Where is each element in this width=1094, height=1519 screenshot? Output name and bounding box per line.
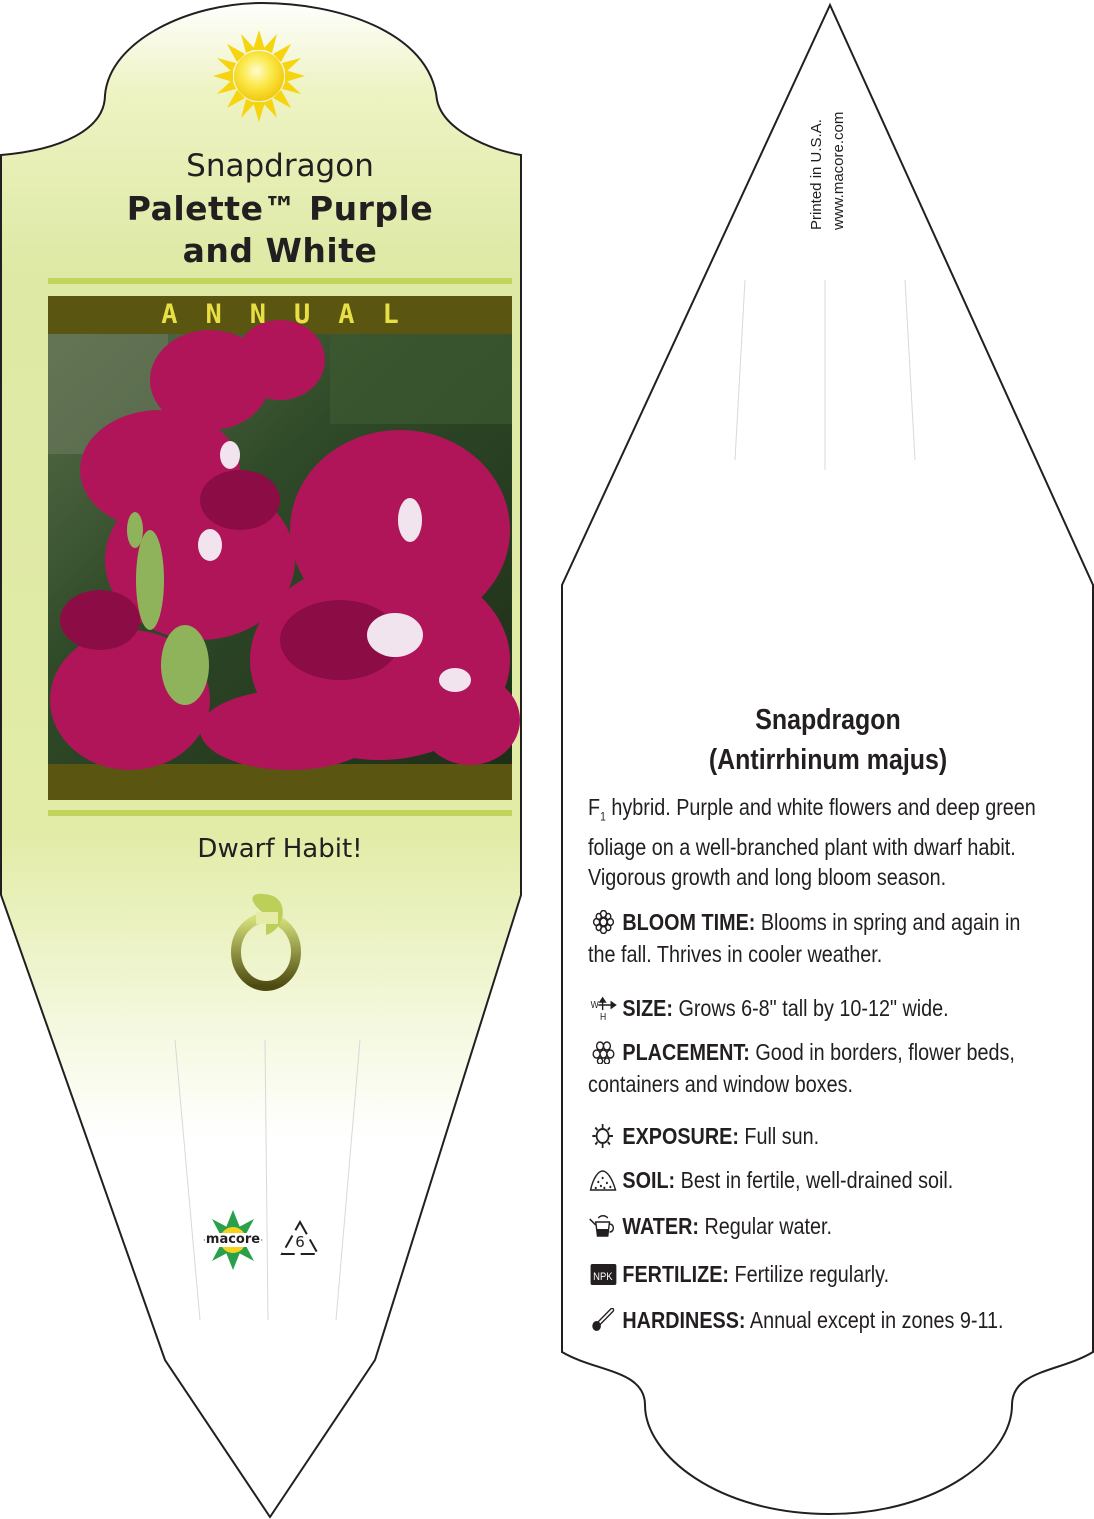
- printed-in: Printed in U.S.A.: [808, 119, 825, 230]
- tagline-rule: [48, 810, 512, 816]
- attr-hardiness: HARDINESS: Annual except in zones 9-11.: [588, 1304, 1070, 1336]
- size-icon: [588, 996, 619, 1020]
- back-title-line-1: Snapdragon: [755, 704, 901, 736]
- svg-text:W: W: [590, 999, 599, 1011]
- website: www.macore.com: [830, 111, 847, 230]
- plant-type-label: ANNUAL: [161, 299, 427, 330]
- flower-icon: [588, 910, 619, 934]
- recycle-code: 6: [295, 1233, 305, 1251]
- attr-bloom-time: BLOOM TIME: Blooms in spring and again in the fall. Thrives in cooler weather.: [588, 909, 1021, 967]
- flower-photo: [48, 320, 520, 770]
- variety-line-1: Palette™ Purple: [126, 189, 434, 228]
- watering-can-icon: [588, 1214, 619, 1238]
- common-name: Snapdragon: [186, 148, 374, 184]
- desc-line-1: hybrid. Purple and white flowers and deep green: [605, 794, 1036, 820]
- svg-text:NPK: NPK: [593, 1271, 613, 1284]
- brand-name: macore: [205, 1232, 261, 1247]
- desc-line-2: foliage on a well-branched plant with dwarf habit.: [588, 833, 1016, 860]
- attr-fertilize: NPK FERTILIZE: Fertilize regularly.: [588, 1258, 1070, 1290]
- desc-sub: 1: [600, 809, 606, 824]
- attr-water: WATER: Regular water.: [588, 1210, 1070, 1242]
- placement-icon: [588, 1040, 619, 1064]
- description: [588, 792, 1078, 892]
- printer-info: [806, 112, 850, 230]
- variety-line-2: and White: [182, 231, 378, 270]
- npk-icon: [588, 1262, 619, 1286]
- attr-placement: PLACEMENT: Good in borders, flower beds, containers and window boxes.: [588, 1039, 1015, 1097]
- title-rule: [48, 278, 512, 284]
- back-title: [622, 700, 1035, 780]
- attr-exposure: EXPOSURE: Full sun.: [588, 1120, 1070, 1152]
- variety-name: [40, 188, 520, 272]
- attr-soil: SOIL: Best in fertile, well-drained soil.: [588, 1164, 1070, 1196]
- attr-size: W H SIZE: Grows 6-8" tall by 10-12" wide.: [588, 992, 1070, 1024]
- desc-f: F: [588, 794, 601, 820]
- sun-icon: [588, 1124, 619, 1148]
- thermometer-icon: [588, 1308, 619, 1332]
- desc-line-3: Vigorous growth and long bloom season.: [588, 863, 947, 890]
- back-title-line-2: (Antirrhinum majus): [708, 744, 948, 776]
- soil-icon: [588, 1168, 619, 1192]
- tagline: Dwarf Habit!: [197, 834, 363, 864]
- svg-text:H: H: [600, 1011, 607, 1020]
